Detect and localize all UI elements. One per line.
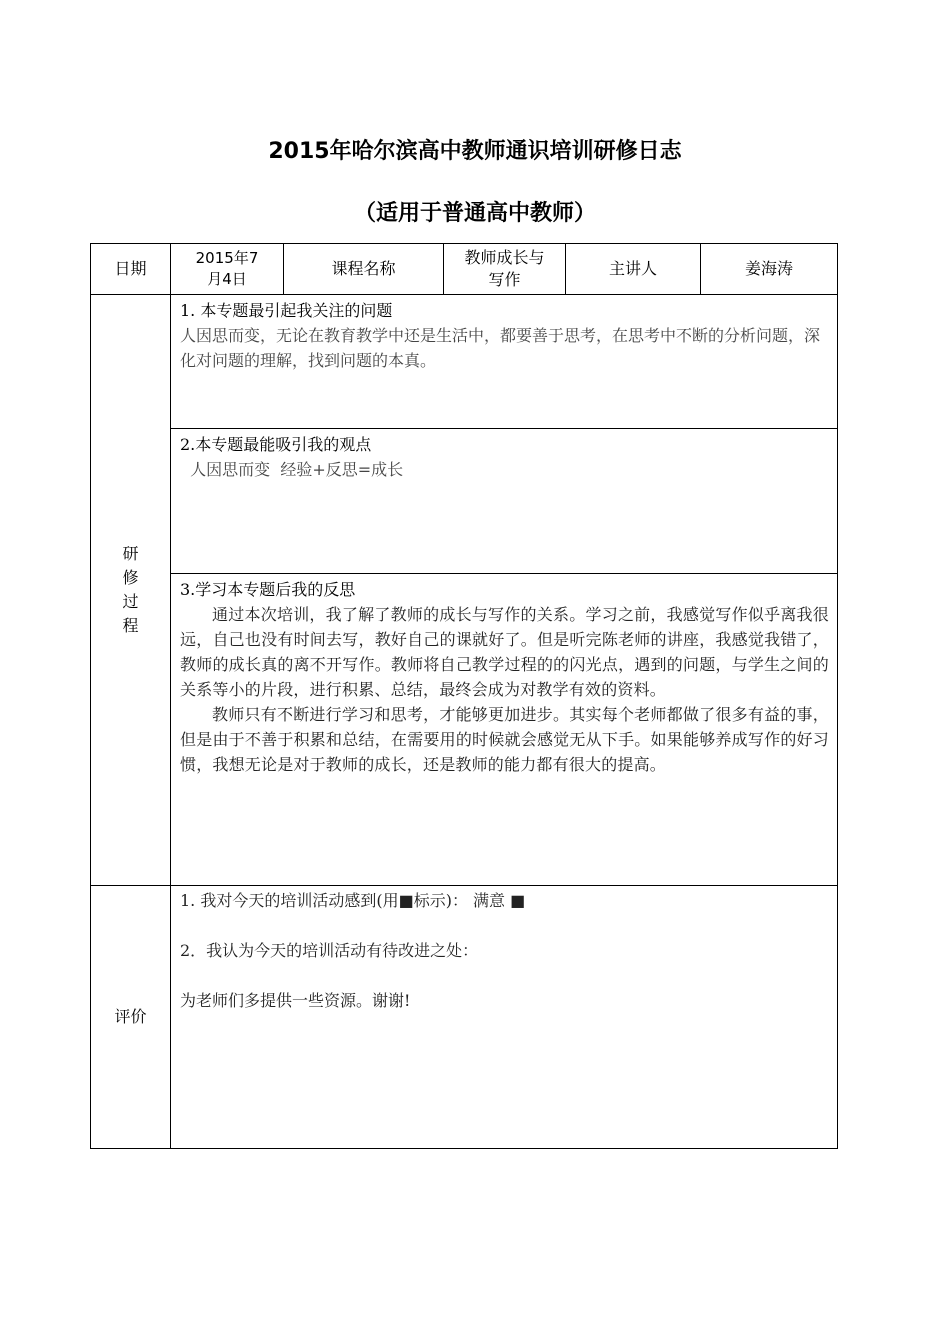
date-label: 日期: [91, 244, 171, 295]
evaluation-line-1: 1. 我对今天的培训活动感到(用■标示)： 满意 ■: [180, 891, 526, 910]
study-row-1: [91, 295, 838, 429]
date-value: [171, 244, 284, 295]
q3-heading: 3.学习本专题后我的反思: [180, 580, 356, 599]
lecturer-label: 主讲人: [566, 244, 701, 295]
q2-cell: [171, 429, 838, 574]
q3-paragraph-1: 通过本次培训，我了解了教师的成长与写作的关系。学习之前，我感觉写作似乎离我很远，自己也没有时间去写，教好自己的课就好了。但是听完陈老师的讲座，我感觉我错了，教师的成长真的离不开写作。教师将自己教学过程的的闪光点，遇到的问题，与学生之间的关系等小的片段，进行积累、总结，最终会成为对教学有效的资料。: [180, 605, 829, 699]
course-label: 课程名称: [284, 244, 444, 295]
study-side-char-2: 修: [122, 568, 139, 587]
page-title: 2015年哈尔滨高中教师通识培训研修日志: [268, 139, 682, 164]
q3-paragraph-2: 教师只有不断进行学习和思考，才能够更加进步。其实每个老师都做了很多有益的事，但是由于不善于积累和总结，在需要用的时候就会感觉无从下手。如果能够养成写作的好习惯，我想无论是对于教师的成长，还是教师的能力都有很大的提高。: [180, 705, 829, 774]
study-side-char-1: 研: [122, 544, 139, 563]
evaluation-cell: [171, 886, 838, 1149]
course-value: [444, 244, 566, 295]
header-row: [91, 244, 838, 295]
lecturer-value: 姜海涛: [701, 244, 838, 295]
date-value-line2: 月4日: [207, 270, 247, 288]
q1-answer: 人因思而变，无论在教育教学中还是生活中，都要善于思考，在思考中不断的分析问题，深化对问题的理解，找到问题的本真。: [180, 326, 821, 370]
evaluation-row: [91, 886, 838, 1149]
q3-cell: [171, 574, 838, 886]
q1-heading: 1. 本专题最引起我关注的问题: [180, 301, 393, 320]
page-subtitle: （适用于普通高中教师）: [353, 201, 596, 226]
study-side-char-4: 程: [122, 616, 139, 635]
q1-cell: [171, 295, 838, 429]
evaluation-side-label: 评价: [91, 886, 171, 1149]
log-table: [90, 243, 838, 1149]
q2-heading: 2.本专题最能吸引我的观点: [180, 435, 372, 454]
course-value-line1: 教师成长与: [464, 248, 545, 267]
evaluation-line-2: 2．我认为今天的培训活动有待改进之处：: [180, 941, 479, 960]
q2-answer: 人因思而变 经验+反思=成长: [180, 460, 404, 479]
study-row-2: [91, 429, 838, 574]
study-row-3: [91, 574, 838, 886]
study-side-label: [91, 295, 171, 886]
evaluation-line-3: 为老师们多提供一些资源。谢谢!: [180, 991, 411, 1010]
date-value-line1: 2015年7: [195, 249, 259, 267]
course-value-line2: 写作: [488, 270, 521, 289]
study-side-char-3: 过: [122, 592, 139, 611]
